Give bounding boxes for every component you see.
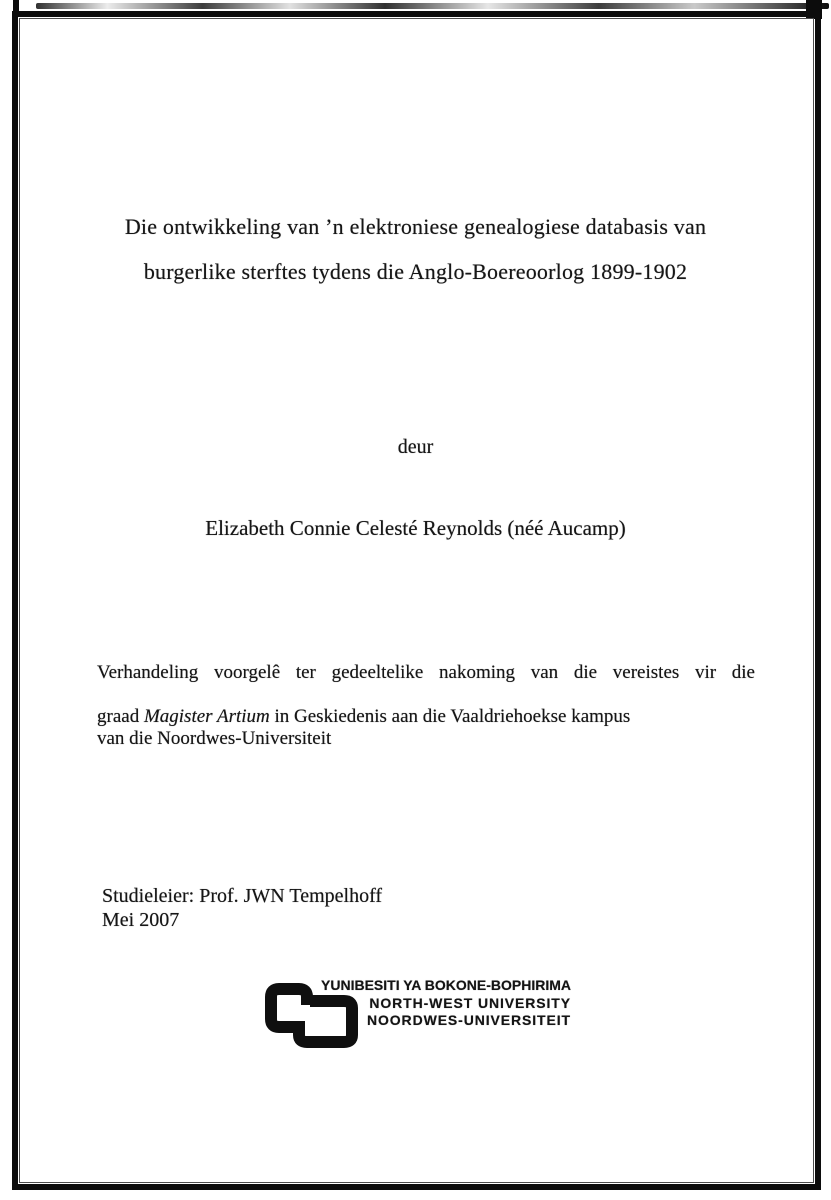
date-line: Mei 2007 [102,909,180,931]
university-name-english: NORTH-WEST UNIVERSITY [369,994,571,1011]
thesis-title-line1: Die ontwikkeling van ’n elektroniese genealogiese databasis van [124,214,707,239]
statement-line1: Verhandeling voorgelê ter gedeeltelike nakoming van die vereistes vir die [97,662,755,683]
university-name-afrikaans: NOORDWES-UNIVERSITEIT [366,1012,571,1028]
statement-line2 [97,706,755,728]
chain-link-left [271,989,307,1027]
supervisor-line: Studieleier: Prof. JWN Tempelhoff [102,885,383,907]
credits-block [102,884,382,932]
thesis-title [40,204,791,294]
author-name: Elizabeth Connie Celesté Reynolds (néé Aucamp) [205,516,626,540]
thesis-title-line2: burgerlike sterftes tydens die Anglo-Boereoorlog 1899-1902 [143,259,688,284]
byline-label: deur [397,436,434,458]
statement-line2-suffix: in Geskiedenis aan die Vaaldriehoekse kampus [269,706,631,727]
statement-line2-prefix: graad [97,706,144,727]
degree-name: Magister Artium [143,706,270,727]
university-logo [258,977,571,1051]
statement-line3: van die Noordwes-Universiteit [97,728,332,749]
thesis-statement [97,662,755,750]
scan-artifact-top-streak [36,3,829,9]
university-logo-text [321,977,571,1030]
university-name-setswana: YUNIBESITI YA BOKONE-BOPHIRIMA [321,977,571,993]
